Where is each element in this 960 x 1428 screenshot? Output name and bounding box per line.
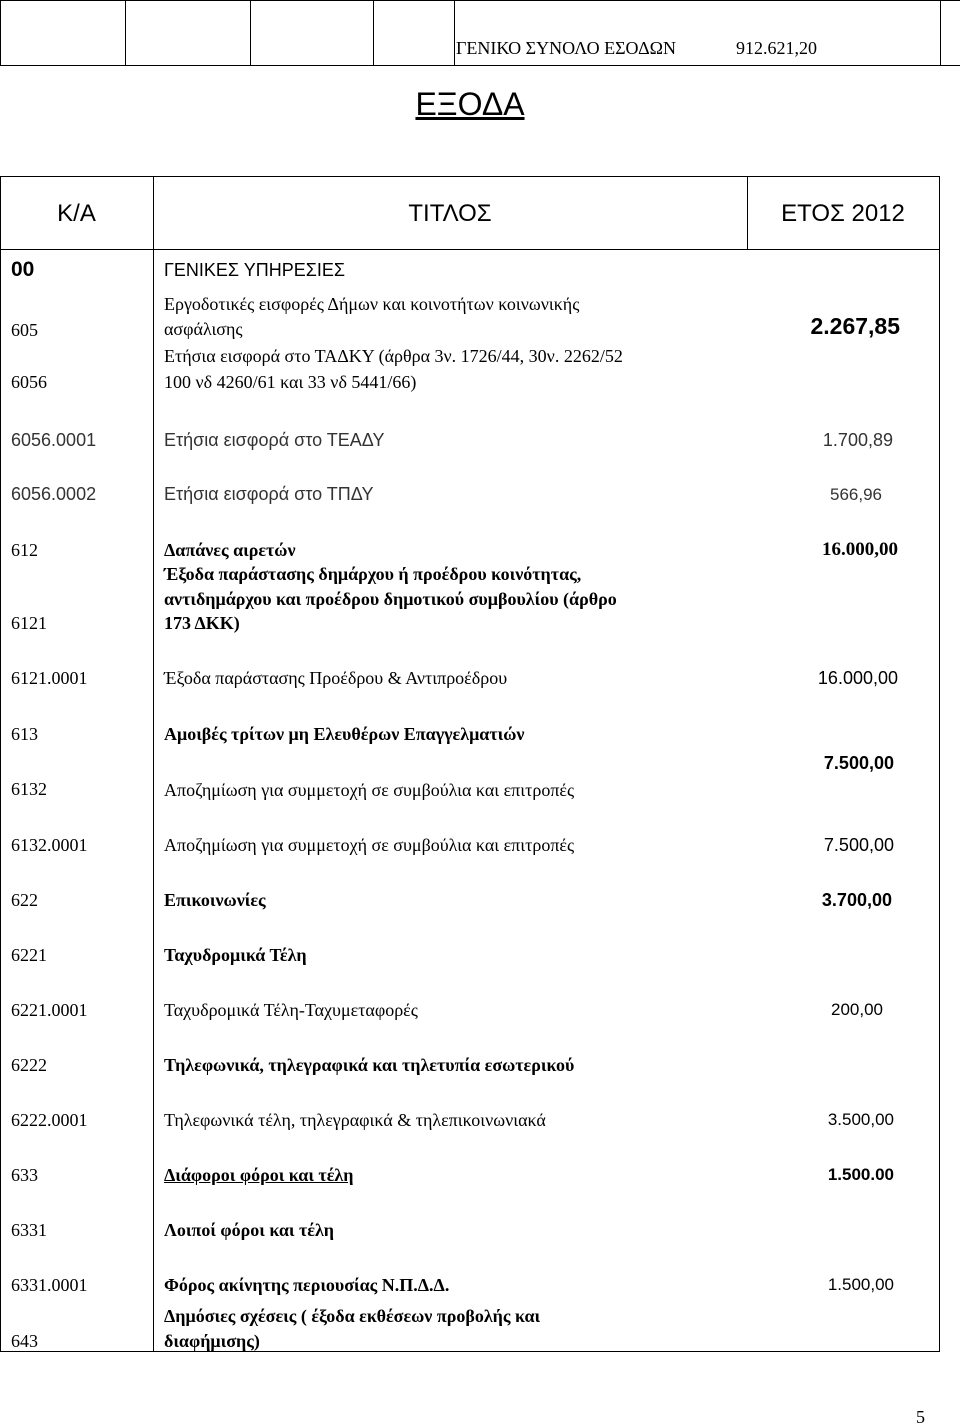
section-title: ΕΞΟΔΑ [415, 86, 525, 122]
row-title-6331-0001: Φόρος ακίνητης περιουσίας Ν.Π.Δ.Δ. [164, 1275, 450, 1295]
row-code-6222-0001: 6222.0001 [11, 1110, 88, 1130]
row-title-6056-0001: Ετήσια εισφορά στο ΤΕΑΔΥ [164, 430, 385, 450]
row-title-6132: Αποζημίωση για συμμετοχή σε συμβούλια και επιτροπές [164, 780, 575, 800]
row-title-6056-0002: Ετήσια εισφορά στο ΤΠΔΥ [164, 484, 374, 504]
row-title-6221-0001: Ταχυδρομικά Τέλη-Ταχυμεταφορές [164, 1000, 418, 1020]
row-amount-6132: 7.500,00 [823, 753, 894, 773]
row-title-6222-0001: Τηλεφωνικά τέλη, τηλεγραφικά & τηλεπικοινωνιακά [164, 1110, 546, 1130]
row-title-605-line1: Εργοδοτικές εισφορές Δήμων και κοινοτήτων κοινωνικής [164, 294, 580, 314]
row-amount-6056-0002: 566,96 [830, 485, 882, 504]
row-code-612: 612 [11, 540, 38, 560]
row-title-613: Αμοιβές τρίτων μη Ελευθέρων Επαγγελματιών [164, 724, 525, 744]
row-title-6121-line2: αντιδημάρχου και προέδρου δημοτικού συμβουλίου (άρθρο [164, 589, 617, 609]
row-code-6331: 6331 [11, 1220, 47, 1240]
row-code-6221-0001: 6221.0001 [11, 1000, 88, 1020]
row-amount-6221-0001: 200,00 [831, 1000, 883, 1019]
row-title-00: ΓΕΝΙΚΕΣ ΥΠΗΡΕΣΙΕΣ [164, 260, 346, 280]
row-code-6222: 6222 [11, 1055, 47, 1075]
row-code-633: 633 [11, 1165, 38, 1185]
row-code-643: 643 [11, 1331, 38, 1351]
row-title-643-line1: Δημόσιες σχέσεις ( έξοδα εκθέσεων προβολής και [164, 1306, 541, 1326]
row-amount-6056-0001: 1.700,89 [822, 430, 893, 450]
row-title-605-line2: ασφάλισης [164, 319, 243, 339]
row-code-6056-0002: 6056.0002 [11, 484, 97, 504]
row-code-6121-0001: 6121.0001 [11, 668, 88, 688]
column-header-code: Κ/Α [57, 200, 96, 227]
row-code-613: 613 [11, 724, 38, 744]
page-number: 5 [916, 1407, 925, 1427]
row-title-6121-line1: Έξοδα παράστασης δημάρχου ή προέδρου κοινότητας, [164, 564, 582, 584]
row-title-6221: Ταχυδρομικά Τέλη [164, 945, 307, 965]
row-code-622: 622 [11, 890, 38, 910]
row-amount-6222-0001: 3.500,00 [827, 1110, 894, 1129]
row-amount-612: 16.000,00 [822, 539, 898, 560]
row-title-6121-line3: 173 ΔΚΚ) [164, 613, 240, 633]
row-amount-605: 2.267,85 [810, 313, 900, 339]
row-title-633: Διάφοροι φόροι και τέλη [164, 1165, 354, 1185]
column-header-title: ΤΙΤΛΟΣ [408, 200, 492, 227]
row-title-643-line2: διαφήμισης) [164, 1331, 260, 1351]
row-title-6056-line2: 100 νδ 4260/61 και 33 νδ 5441/66) [164, 372, 417, 392]
row-amount-6132-0001: 7.500,00 [823, 835, 894, 855]
row-title-6121-0001: Έξοδα παράστασης Προέδρου & Αντιπροέδρου [164, 668, 508, 688]
row-amount-6121-0001: 16.000,00 [817, 668, 898, 688]
row-code-6331-0001: 6331.0001 [11, 1275, 88, 1295]
total-income-label: ΓΕΝΙΚΟ ΣΥΝΟΛΟ ΕΣΟΔΩΝ [456, 38, 677, 58]
row-amount-622: 3.700,00 [821, 890, 892, 910]
row-code-6056-0001: 6056.0001 [11, 430, 97, 450]
row-title-6331: Λοιποί φόροι και τέλη [164, 1220, 335, 1240]
column-header-year: ΕΤΟΣ 2012 [781, 200, 905, 227]
row-code-00: 00 [11, 258, 35, 281]
total-income-value: 912.621,20 [736, 38, 817, 58]
row-code-6132: 6132 [11, 779, 47, 799]
row-amount-633: 1.500.00 [827, 1165, 894, 1184]
row-code-6132-0001: 6132.0001 [11, 835, 88, 855]
row-title-622: Επικοινωνίες [164, 890, 266, 910]
row-code-6121: 6121 [11, 613, 47, 633]
row-title-6222: Τηλεφωνικά, τηλεγραφικά και τηλετυπία εσωτερικού [164, 1055, 575, 1075]
row-title-612: Δαπάνες αιρετών [164, 540, 296, 560]
row-title-6056-line1: Ετήσια εισφορά στο ΤΑΔΚΥ (άρθρα 3ν. 1726/44, 30ν. 2262/52 [164, 346, 623, 366]
row-code-6221: 6221 [11, 945, 47, 965]
row-amount-6331-0001: 1.500,00 [827, 1275, 894, 1294]
row-title-6132-0001: Αποζημίωση για συμμετοχή σε συμβούλια και επιτροπές [164, 835, 575, 855]
row-code-605: 605 [11, 320, 38, 340]
row-code-6056: 6056 [11, 372, 47, 392]
